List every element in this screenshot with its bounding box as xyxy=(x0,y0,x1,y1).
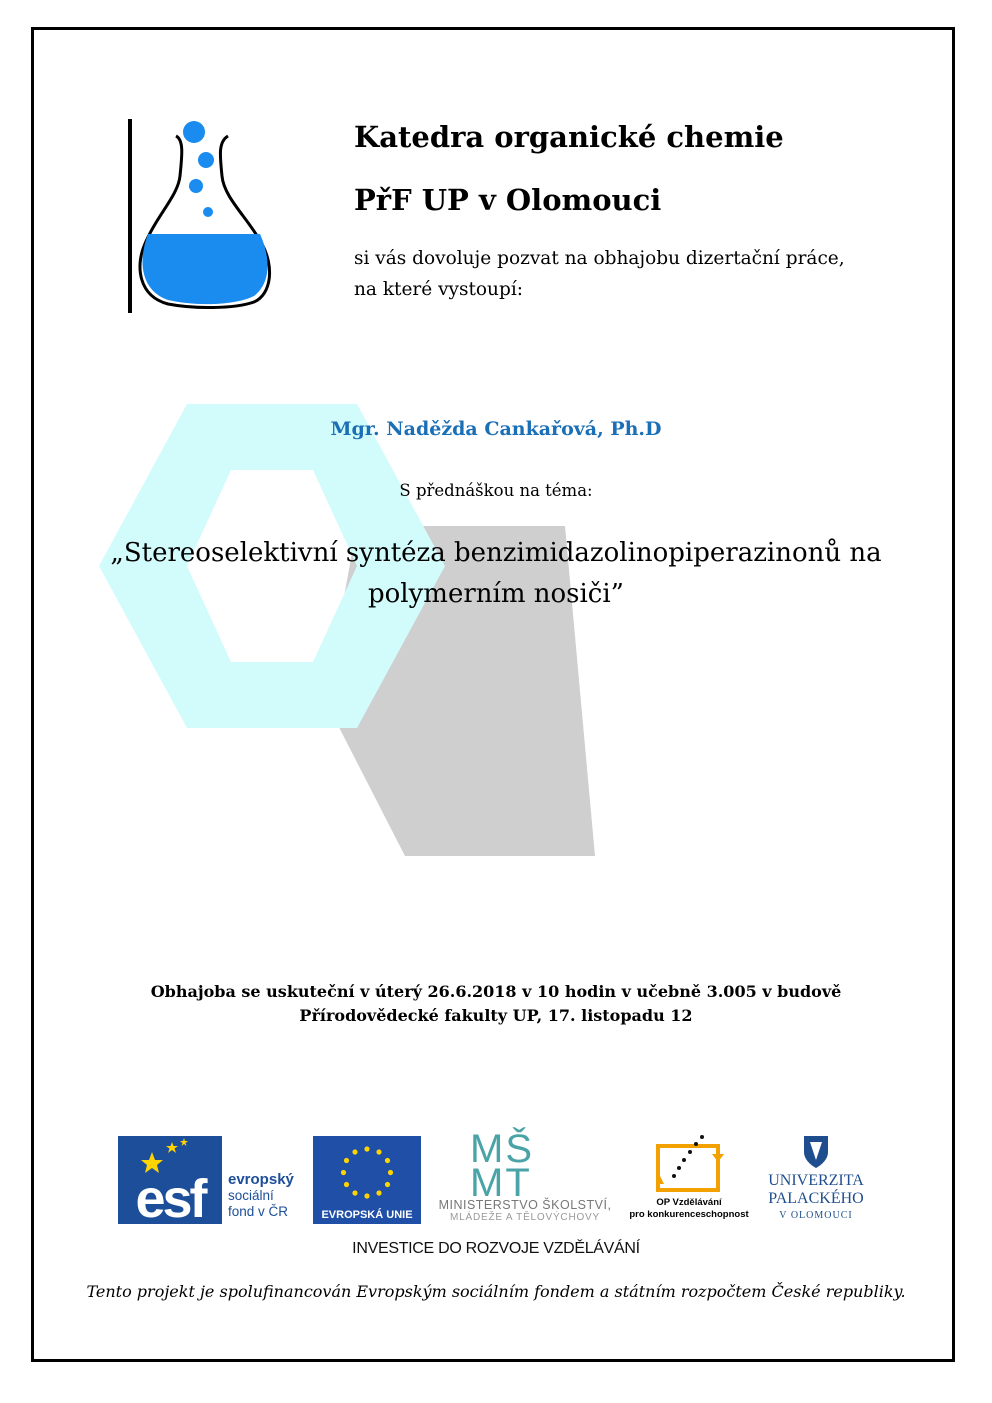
invitation-line-2: na které vystoupí: xyxy=(354,279,523,300)
hexagon-background-graphic xyxy=(95,400,605,860)
speaker-name: Mgr. Naděžda Cankařová, Ph.D xyxy=(330,418,662,440)
esf-label-line-3: fond v ČR xyxy=(228,1204,289,1219)
esf-logo xyxy=(118,1136,308,1229)
event-line-2: Přírodovědecké fakulty UP, 17. listopadu 12 xyxy=(299,1006,693,1025)
msmt-label-line-1: MINISTERSTVO ŠKOLSTVÍ, xyxy=(438,1198,612,1212)
msmt-mark: MŠ MT xyxy=(470,1127,534,1205)
invest-slogan: INVESTICE DO ROZVOJE VZDĚLÁVÁNÍ xyxy=(352,1240,640,1257)
flask-icon xyxy=(124,116,274,316)
department-name: Katedra organické chemie xyxy=(354,120,784,154)
esf-label-line-1: evropský xyxy=(228,1171,294,1188)
eu-stars-icon xyxy=(313,1136,421,1206)
event-line-1: Obhajoba se uskuteční v úterý 26.6.2018 v 10 hodin v učebně 3.005 v budově xyxy=(150,982,842,1001)
thesis-title-line-2: polymerním nosiči” xyxy=(368,579,624,609)
esf-mark-text: esf xyxy=(135,1169,205,1229)
eu-label: EVROPSKÁ UNIE xyxy=(321,1209,413,1221)
op-label-line-1: OP Vzdělávání xyxy=(656,1197,722,1208)
msmt-logo xyxy=(430,1127,620,1224)
invitation-line-1: si vás dovoluje pozvat na obhajobu dizertační práce, xyxy=(354,248,845,269)
up-logo xyxy=(752,1132,880,1224)
esf-label-line-2: sociální xyxy=(228,1188,274,1203)
op-logo-icon xyxy=(624,1132,754,1196)
esf-mark-box xyxy=(118,1136,222,1229)
up-label-line-2: PALACKÉHO xyxy=(768,1190,864,1207)
esf-label xyxy=(228,1172,294,1220)
up-label-line-3: V OLOMOUCI xyxy=(779,1210,853,1221)
funding-note: Tento projekt je spolufinancován Evropským sociálním fondem a státním rozpočtem České republiky. xyxy=(86,1282,906,1301)
eu-logo xyxy=(313,1136,421,1224)
up-shield-icon xyxy=(752,1132,880,1172)
thesis-title-line-1: „Stereoselektivní syntéza benzimidazolinopiperazinonů na xyxy=(110,538,882,568)
up-label-line-1: UNIVERZITA xyxy=(768,1172,864,1189)
msmt-label-line-2: MLÁDEŽE A TĚLOVÝCHOVY xyxy=(450,1212,600,1223)
op-vzdelavani-logo xyxy=(624,1132,754,1224)
faculty-name: PřF UP v Olomouci xyxy=(354,183,662,217)
event-details xyxy=(90,980,902,1028)
thesis-title xyxy=(100,533,892,615)
lecture-intro: S přednáškou na téma: xyxy=(399,481,593,500)
op-label-line-2: pro konkurenceschopnost xyxy=(629,1209,749,1220)
invitation-text xyxy=(354,243,914,305)
